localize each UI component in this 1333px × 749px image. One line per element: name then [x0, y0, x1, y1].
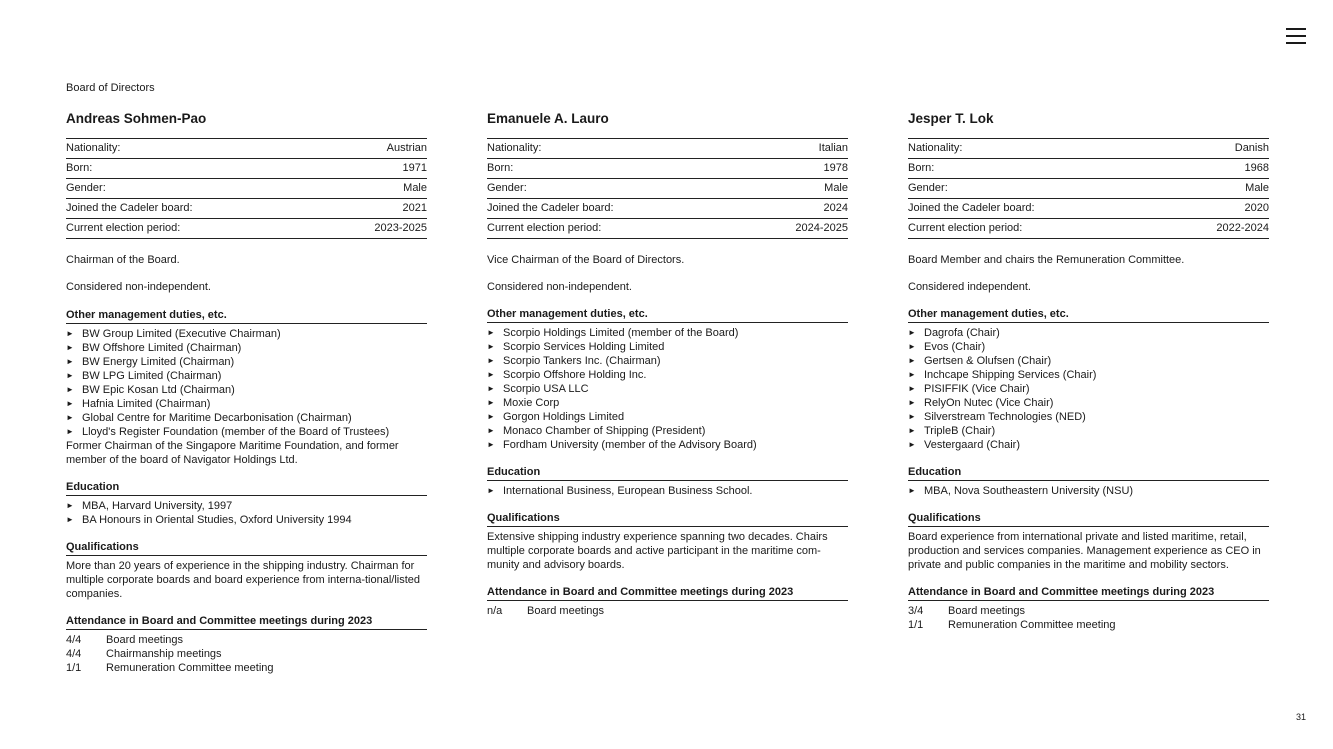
list-item: ► RelyOn Nutec (Vice Chair): [908, 397, 1054, 409]
triangle-bullet-icon: ►: [908, 398, 916, 407]
independence-text: Considered non-independent.: [487, 281, 632, 293]
triangle-bullet-icon: ►: [908, 342, 916, 351]
list-item: ► Scorpio Services Holding Limited: [487, 341, 665, 353]
triangle-bullet-icon: ►: [66, 329, 74, 338]
facts-table: [908, 138, 1269, 239]
attendance-row: [66, 647, 427, 661]
role-text: Chairman of the Board.: [66, 254, 180, 266]
qualifications-heading: Qualifications: [487, 512, 848, 527]
fact-label: Current election period:: [66, 222, 181, 234]
attendance-label: Chairmanship meetings: [106, 648, 222, 660]
attendance-score: 1/1: [66, 662, 82, 674]
director-card: [66, 110, 427, 675]
attendance-label: Remuneration Committee meeting: [106, 662, 274, 674]
triangle-bullet-icon: ►: [66, 413, 74, 422]
fact-row: [487, 199, 848, 219]
triangle-bullet-icon: ►: [487, 426, 495, 435]
attendance-heading: Attendance in Board and Committee meetings during 2023: [66, 615, 427, 630]
list-item: ► BW Group Limited (Executive Chairman): [66, 328, 281, 340]
fact-row: [487, 219, 848, 239]
list-item: ► Gertsen & Olufsen (Chair): [908, 355, 1052, 367]
fact-label: Gender:: [66, 182, 106, 194]
list-item: ► MBA, Nova Southeastern University (NSU): [908, 485, 1134, 497]
attendance-row: [908, 604, 1269, 618]
attendance-row: [487, 604, 848, 618]
fact-value: Male: [824, 182, 848, 194]
fact-row: [66, 179, 427, 199]
triangle-bullet-icon: ►: [487, 486, 495, 495]
list-item: ► Silverstream Technologies (NED): [908, 411, 1086, 423]
attendance-list: [908, 604, 1269, 632]
fact-value: 2024: [823, 202, 848, 214]
qualifications-text: Extensive shipping industry experience spanning two decades. Chairs multiple corporate boards and active participant in the maritime com-munity and advisory boards.: [487, 531, 828, 571]
director-name: Jesper T. Lok: [908, 111, 994, 126]
list-item: ► BW Energy Limited (Chairman): [66, 356, 235, 368]
fact-row: [908, 199, 1269, 219]
list-item: ► Evos (Chair): [908, 341, 986, 353]
triangle-bullet-icon: ►: [908, 356, 916, 365]
triangle-bullet-icon: ►: [908, 370, 916, 379]
triangle-bullet-icon: ►: [66, 385, 74, 394]
fact-label: Current election period:: [487, 222, 602, 234]
attendance-score: n/a: [487, 605, 503, 617]
triangle-bullet-icon: ►: [487, 370, 495, 379]
list-item: ► Scorpio Offshore Holding Inc.: [487, 369, 647, 381]
director-name: Andreas Sohmen-Pao: [66, 111, 207, 126]
fact-row: [908, 159, 1269, 179]
duties-list: [908, 326, 1269, 452]
list-item: ► International Business, European Business School.: [487, 485, 753, 497]
list-item: ► Scorpio Holdings Limited (member of the Board): [487, 327, 739, 339]
fact-value: 2021: [402, 202, 427, 214]
attendance-heading: Attendance in Board and Committee meetings during 2023: [487, 586, 848, 601]
fact-row: [908, 219, 1269, 239]
role-text: Vice Chairman of the Board of Directors.: [487, 254, 685, 266]
fact-label: Born:: [908, 162, 935, 174]
attendance-label: Remuneration Committee meeting: [948, 619, 1116, 631]
triangle-bullet-icon: ►: [487, 342, 495, 351]
list-item: ► Monaco Chamber of Shipping (President): [487, 425, 706, 437]
fact-row: [66, 159, 427, 179]
fact-value: Male: [1245, 182, 1269, 194]
fact-row: [908, 139, 1269, 159]
duties-list: [487, 326, 848, 452]
qualifications-heading: Qualifications: [66, 541, 427, 556]
attendance-label: Board meetings: [527, 605, 605, 617]
duties-heading: Other management duties, etc.: [487, 308, 848, 323]
fact-label: Joined the Cadeler board:: [908, 202, 1035, 214]
fact-label: Nationality:: [66, 142, 121, 154]
attendance-row: [66, 633, 427, 647]
independence-text: Considered non-independent.: [66, 281, 211, 293]
list-item: ► Vestergaard (Chair): [908, 439, 1020, 451]
fact-value: Austrian: [386, 142, 427, 154]
fact-value: 2024-2025: [795, 222, 848, 234]
education-list: [66, 499, 427, 527]
education-heading: Education: [487, 466, 848, 481]
attendance-score: 1/1: [908, 619, 924, 631]
fact-row: [66, 219, 427, 239]
education-list: [487, 484, 848, 498]
facts-table: [66, 138, 427, 239]
qualifications-heading: Qualifications: [908, 512, 1269, 527]
list-item: ► BA Honours in Oriental Studies, Oxford University 1994: [66, 514, 352, 526]
director-card: [487, 110, 848, 618]
list-item: ► BW LPG Limited (Chairman): [66, 370, 222, 382]
list-item: ► Lloyd's Register Foundation (member of the Board of Trustees): [66, 426, 390, 438]
attendance-heading: Attendance in Board and Committee meetings during 2023: [908, 586, 1269, 601]
fact-value: Italian: [818, 142, 848, 154]
attendance-score: 4/4: [66, 634, 82, 646]
list-item: ► Inchcape Shipping Services (Chair): [908, 369, 1097, 381]
education-heading: Education: [66, 481, 427, 496]
independence-text: Considered independent.: [908, 281, 1031, 293]
hamburger-menu-icon[interactable]: [1286, 27, 1306, 45]
triangle-bullet-icon: ►: [487, 356, 495, 365]
list-item: ► BW Offshore Limited (Chairman): [66, 342, 242, 354]
attendance-list: [66, 633, 427, 675]
attendance-score: 3/4: [908, 605, 924, 617]
list-item: ► Scorpio Tankers Inc. (Chairman): [487, 355, 661, 367]
fact-value: 1971: [402, 162, 427, 174]
list-item: ► MBA, Harvard University, 1997: [66, 500, 233, 512]
list-item: ► Hafnia Limited (Chairman): [66, 398, 211, 410]
fact-row: [487, 179, 848, 199]
list-item: ► BW Epic Kosan Ltd (Chairman): [66, 384, 235, 396]
list-item: ► Dagrofa (Chair): [908, 327, 1000, 339]
fact-label: Joined the Cadeler board:: [66, 202, 193, 214]
triangle-bullet-icon: ►: [908, 328, 916, 337]
attendance-row: [66, 661, 427, 675]
triangle-bullet-icon: ►: [66, 371, 74, 380]
fact-value: 2023-2025: [374, 222, 427, 234]
education-list: [908, 484, 1269, 498]
triangle-bullet-icon: ►: [908, 440, 916, 449]
duties-heading: Other management duties, etc.: [908, 308, 1269, 323]
duties-list: [66, 327, 427, 439]
director-name: Emanuele A. Lauro: [487, 111, 609, 126]
triangle-bullet-icon: ►: [66, 399, 74, 408]
director-card: [908, 110, 1269, 632]
fact-label: Gender:: [908, 182, 948, 194]
attendance-row: [908, 618, 1269, 632]
fact-label: Nationality:: [487, 142, 542, 154]
list-item: ► Global Centre for Maritime Decarbonisation (Chairman): [66, 412, 352, 424]
attendance-label: Board meetings: [948, 605, 1026, 617]
section-title: Board of Directors: [66, 82, 155, 94]
facts-table: [487, 138, 848, 239]
list-item: ► TripleB (Chair): [908, 425, 996, 437]
fact-row: [487, 159, 848, 179]
triangle-bullet-icon: ►: [908, 426, 916, 435]
triangle-bullet-icon: ►: [66, 501, 74, 510]
duties-note: Former Chairman of the Singapore Maritime Foundation, and former member of the board of Navigator Holdings Ltd.: [66, 440, 399, 466]
fact-value: 2020: [1244, 202, 1269, 214]
fact-label: Gender:: [487, 182, 527, 194]
fact-label: Born:: [66, 162, 93, 174]
duties-heading: Other management duties, etc.: [66, 309, 427, 324]
triangle-bullet-icon: ►: [908, 486, 916, 495]
triangle-bullet-icon: ►: [487, 328, 495, 337]
attendance-label: Board meetings: [106, 634, 184, 646]
fact-row: [487, 139, 848, 159]
triangle-bullet-icon: ►: [908, 412, 916, 421]
list-item: ► Gorgon Holdings Limited: [487, 411, 625, 423]
triangle-bullet-icon: ►: [487, 398, 495, 407]
fact-row: [66, 199, 427, 219]
fact-label: Born:: [487, 162, 514, 174]
fact-row: [908, 179, 1269, 199]
triangle-bullet-icon: ►: [487, 384, 495, 393]
fact-label: Joined the Cadeler board:: [487, 202, 614, 214]
qualifications-text: More than 20 years of experience in the shipping industry. Chairman for multiple corporate boards and board experience from interna-tional/listed companies.: [66, 560, 421, 600]
triangle-bullet-icon: ►: [908, 384, 916, 393]
triangle-bullet-icon: ►: [66, 427, 74, 436]
triangle-bullet-icon: ►: [66, 357, 74, 366]
list-item: ► Moxie Corp: [487, 397, 560, 409]
triangle-bullet-icon: ►: [66, 343, 74, 352]
fact-value: 1978: [823, 162, 848, 174]
list-item: ► PISIFFIK (Vice Chair): [908, 383, 1030, 395]
fact-value: Male: [403, 182, 427, 194]
fact-value: 1968: [1244, 162, 1269, 174]
triangle-bullet-icon: ►: [487, 440, 495, 449]
list-item: ► Fordham University (member of the Advisory Board): [487, 439, 757, 451]
triangle-bullet-icon: ►: [487, 412, 495, 421]
fact-value: 2022-2024: [1216, 222, 1269, 234]
role-text: Board Member and chairs the Remuneration Committee.: [908, 254, 1185, 266]
education-heading: Education: [908, 466, 1269, 481]
attendance-list: [487, 604, 848, 618]
triangle-bullet-icon: ►: [66, 515, 74, 524]
fact-label: Nationality:: [908, 142, 963, 154]
qualifications-text: Board experience from international private and listed maritime, retail, production and services companies. Management experience as CEO in private and public companies in the maritime and mobility sectors.: [908, 531, 1261, 571]
fact-label: Current election period:: [908, 222, 1023, 234]
attendance-score: 4/4: [66, 648, 82, 660]
fact-row: [66, 139, 427, 159]
fact-value: Danish: [1234, 142, 1269, 154]
list-item: ► Scorpio USA LLC: [487, 383, 589, 395]
page-number: 31: [1296, 712, 1307, 722]
